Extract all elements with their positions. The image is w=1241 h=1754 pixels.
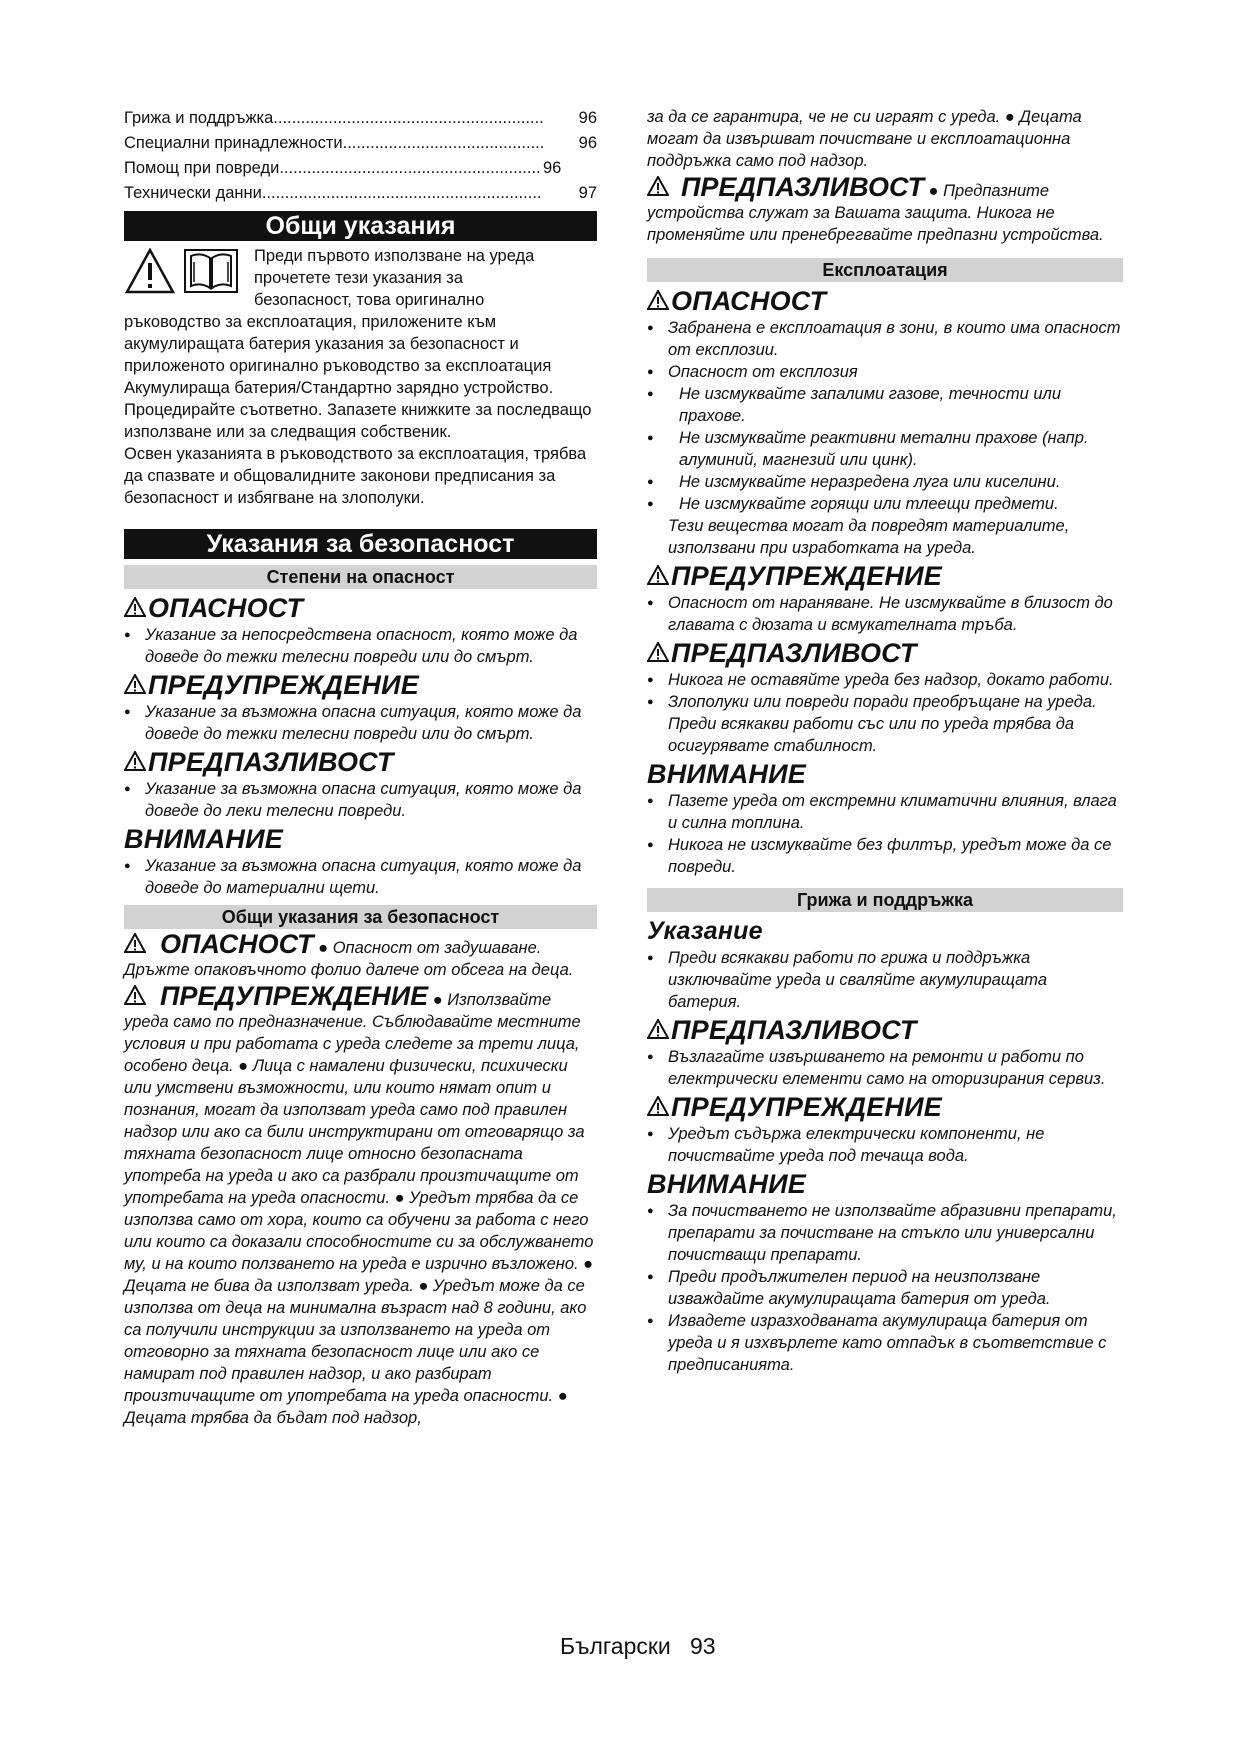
list-item: ● Опасност от експлозия xyxy=(647,361,1123,383)
warning-signal: ПРЕДУПРЕЖДЕНИЕ xyxy=(647,561,1123,592)
footer-language: Български xyxy=(560,1633,671,1659)
warning-triangle-icon xyxy=(647,565,669,585)
warning-triangle-icon xyxy=(124,597,146,617)
safety-heading: Указания за безопасност xyxy=(124,529,597,559)
operation-attention-list xyxy=(647,790,1123,878)
care-caution-list xyxy=(647,1046,1123,1090)
list-item: ● За почистването не използвайте абразивни препарати, препарати за почистване на стъкло или универсални почистващи препарати. xyxy=(647,1200,1123,1266)
hazard-levels-heading: Степени на опасност xyxy=(124,565,597,589)
warning-triangle-icon xyxy=(647,1019,669,1039)
list-item: ● Никога не оставяйте уреда без надзор, докато работи. xyxy=(647,669,1123,691)
warning-list xyxy=(124,701,597,745)
general-intro: Преди първото използване на уреда прочетете тези указания за безопасност, това оригинално ръководство за експлоатация, приложените към акумулиращата батерия указания за безопасност и приложеното оригинално ръководство за експлоатация Акумулираща батерия/Стандартно зарядно устройство. Процедирайте съответно. Запазете книжките за последващо използване или за следващия собственик. Освен указанията в ръководството за експлоатация, трябва да спазвате и общовалидните законови предписания за безопасност и избягване на злополуки. xyxy=(124,245,597,509)
list-item: ● Не изсмуквайте горящи или тлеещи предмети. xyxy=(647,493,1123,515)
list-item: ● Не изсмуквайте реактивни метални прахове (напр. алуминий, магнезий или цинк). xyxy=(647,427,1123,471)
general-body: ръководство за експлоатация, приложените към акумулиращата батерия указания за безопасност и приложеното оригинално ръководство за експлоатация Акумулираща батерия/Стандартно зарядно устройство. Процедирайте съответно. Запазете книжките за последващо използване или за следващия собственик. xyxy=(124,313,592,441)
caution-signal: ПРЕДПАЗЛИВОСТ xyxy=(124,747,597,778)
list-item: ● Не изсмуквайте запалими газове, течности или прахове. xyxy=(647,383,1123,427)
warning-triangle-icon xyxy=(647,290,669,310)
continued-paragraph: за да се гарантира, че не си играят с уреда. ● Децата могат да извършват почистване и експлоатационна поддръжка само под надзор. xyxy=(647,108,1082,170)
care-warning-list xyxy=(647,1123,1123,1167)
list-item: ● Възлагайте извършването на ремонти и работи по електрически елементи само на оторизирания сервиз. xyxy=(647,1046,1123,1090)
table-of-contents xyxy=(124,106,597,206)
warning-triangle-icon xyxy=(647,176,669,196)
toc-entry[interactable]: Специални принадлежности ..... 96 xyxy=(124,131,597,156)
general-safety-heading: Общи указания за безопасност xyxy=(124,905,597,929)
note-list xyxy=(647,947,1123,1013)
list-item: ● Никога не изсмуквайте без филтър, уредът може да се повреди. xyxy=(647,834,1123,878)
general-warning-paragraph: ПРЕДУПРЕЖДЕНИЕ ● Използвайте уреда само по предназначение. Съблюдавайте местните условия и при работата с уреда следете за трети лица, особено деца. ● Лица с намалени физически, психически или умствени възможности, или които нямат опит и познания, могат да използват уреда само под правилен надзор или ако са били инструктирани от отговарящо за тяхната безопасност лице относно безопасната употреба на уреда и ако са разбрали произтичащите от употребата на уреда опасности. ● Уредът трябва да се използва само от хора, които са обучени за работа с него или които са доказали способностите си за обслужването му, и на които ползването на уреда е изрично възложено. ● Децата не бива да използват уреда. ● Уредът може да се използва от деца на минимална възраст над 8 години, ако са получили инструкции за използването на уреда от отговорно за тяхната безопасност лице или ако се намират под правилен надзор, и ако разбират произтичащите от употребата на уреда опасности. ● Децата трябва да бъдат под надзор, xyxy=(124,981,594,1427)
list-item: ● Указание за възможна опасна ситуация, която може да доведе до леки телесни повреди. xyxy=(124,778,597,822)
substances-note: Тези вещества могат да повредят материалите, използвани при изработката на уреда. xyxy=(668,517,1070,557)
note-signal: Указание xyxy=(647,917,763,945)
operation-caution-list xyxy=(647,669,1123,757)
warning-triangle-icon xyxy=(647,642,669,662)
general-danger-paragraph: ОПАСНОСТ ● Опасност от задушаване. Дръжте опаковъчното фолио далече от обсега на деца. xyxy=(124,929,574,979)
warning-signal: ПРЕДУПРЕЖДЕНИЕ xyxy=(124,670,597,701)
left-column xyxy=(124,106,597,1429)
list-item: ● Извадете изразходваната акумулираща батерия от уреда и я изхвърлете като отпадък в съответствие с предписанията. xyxy=(647,1310,1123,1376)
warning-triangle-icon xyxy=(125,248,175,294)
intro-icons xyxy=(125,248,239,294)
caution-signal: ПРЕДПАЗЛИВОСТ xyxy=(647,638,1123,669)
list-item: ● Злополуки или повреди поради преобръщане на уреда. Преди всякакви работи със или по уреда трябва да осигурявате стабилност. xyxy=(647,691,1123,757)
list-item: ● Преди всякакви работи по грижа и поддръжка изключвайте уреда и сваляйте акумулиращата батерия. xyxy=(647,947,1123,1013)
operation-warning-list xyxy=(647,592,1123,636)
list-item: ● Забранена е експлоатация в зони, в които има опасност от експлозии. xyxy=(647,317,1123,361)
list-item: ● Указание за непосредствена опасност, която може да доведе до тежки телесни повреди или до смърт. xyxy=(124,624,597,668)
list-item: ● Указание за възможна опасна ситуация, която може да доведе до тежки телесни повреди или до смърт. xyxy=(124,701,597,745)
list-item: ● Опасност от нараняване. Не изсмуквайте в близост до главата с дюзата и всмукателната тръба. xyxy=(647,592,1123,636)
right-column xyxy=(647,106,1123,1376)
general-heading: Общи указания xyxy=(124,211,597,241)
care-attention-list xyxy=(647,1200,1123,1376)
warning-signal: ПРЕДУПРЕЖДЕНИЕ xyxy=(647,1092,1123,1123)
danger-list xyxy=(124,624,597,668)
warning-triangle-icon xyxy=(647,1096,669,1116)
list-item: ● Пазете уреда от екстремни климатични влияния, влага и силна топлина. xyxy=(647,790,1123,834)
warning-triangle-icon xyxy=(124,985,146,1005)
list-item: ● Преди продължителен период на неизползване изваждайте акумулиращата батерия от уреда. xyxy=(647,1266,1123,1310)
caution-list xyxy=(124,778,597,822)
caution-paragraph: ПРЕДПАЗЛИВОСТ ● Предпазните устройства служат за Вашата защита. Никога не променяйте или пренебрегвайте предпазни устройства. xyxy=(647,172,1104,244)
operation-heading: Експлоатация xyxy=(647,258,1123,282)
danger-signal: ОПАСНОСТ xyxy=(124,593,597,624)
toc-entry[interactable]: Технически данни ..... 97 xyxy=(124,181,597,206)
care-heading: Грижа и поддръжка xyxy=(647,888,1123,912)
general-body-2: Освен указанията в ръководството за експлоатация, трябва да спазвате и общовалидните законови предписания за безопасност и избягване на злополуки. xyxy=(124,445,587,507)
manual-book-icon xyxy=(183,248,239,294)
toc-entry[interactable]: Грижа и поддръжка ..... 96 xyxy=(124,106,597,131)
caution-signal: ПРЕДПАЗЛИВОСТ xyxy=(647,1015,1123,1046)
list-item: ● Указание за възможна опасна ситуация, която може да доведе до материални щети. xyxy=(124,855,597,899)
warning-triangle-icon xyxy=(124,674,146,694)
page-number: 93 xyxy=(689,1633,716,1659)
list-item: ● Не изсмуквайте неразредена луга или киселини. xyxy=(647,471,1123,493)
attention-signal: ВНИМАНИЕ xyxy=(124,824,283,854)
attention-signal: ВНИМАНИЕ xyxy=(647,1169,806,1199)
operation-danger-list xyxy=(647,317,1123,515)
attention-signal: ВНИМАНИЕ xyxy=(647,759,806,789)
toc-entry[interactable]: Помощ при повреди ..... 96 xyxy=(124,156,597,181)
warning-triangle-icon xyxy=(124,933,146,953)
list-item: ● Уредът съдържа електрически компоненти, не почиствайте уреда под течаща вода. xyxy=(647,1123,1123,1167)
attention-list xyxy=(124,855,597,899)
page-footer xyxy=(560,1633,716,1660)
danger-signal: ОПАСНОСТ xyxy=(647,286,1123,317)
warning-triangle-icon xyxy=(124,751,146,771)
